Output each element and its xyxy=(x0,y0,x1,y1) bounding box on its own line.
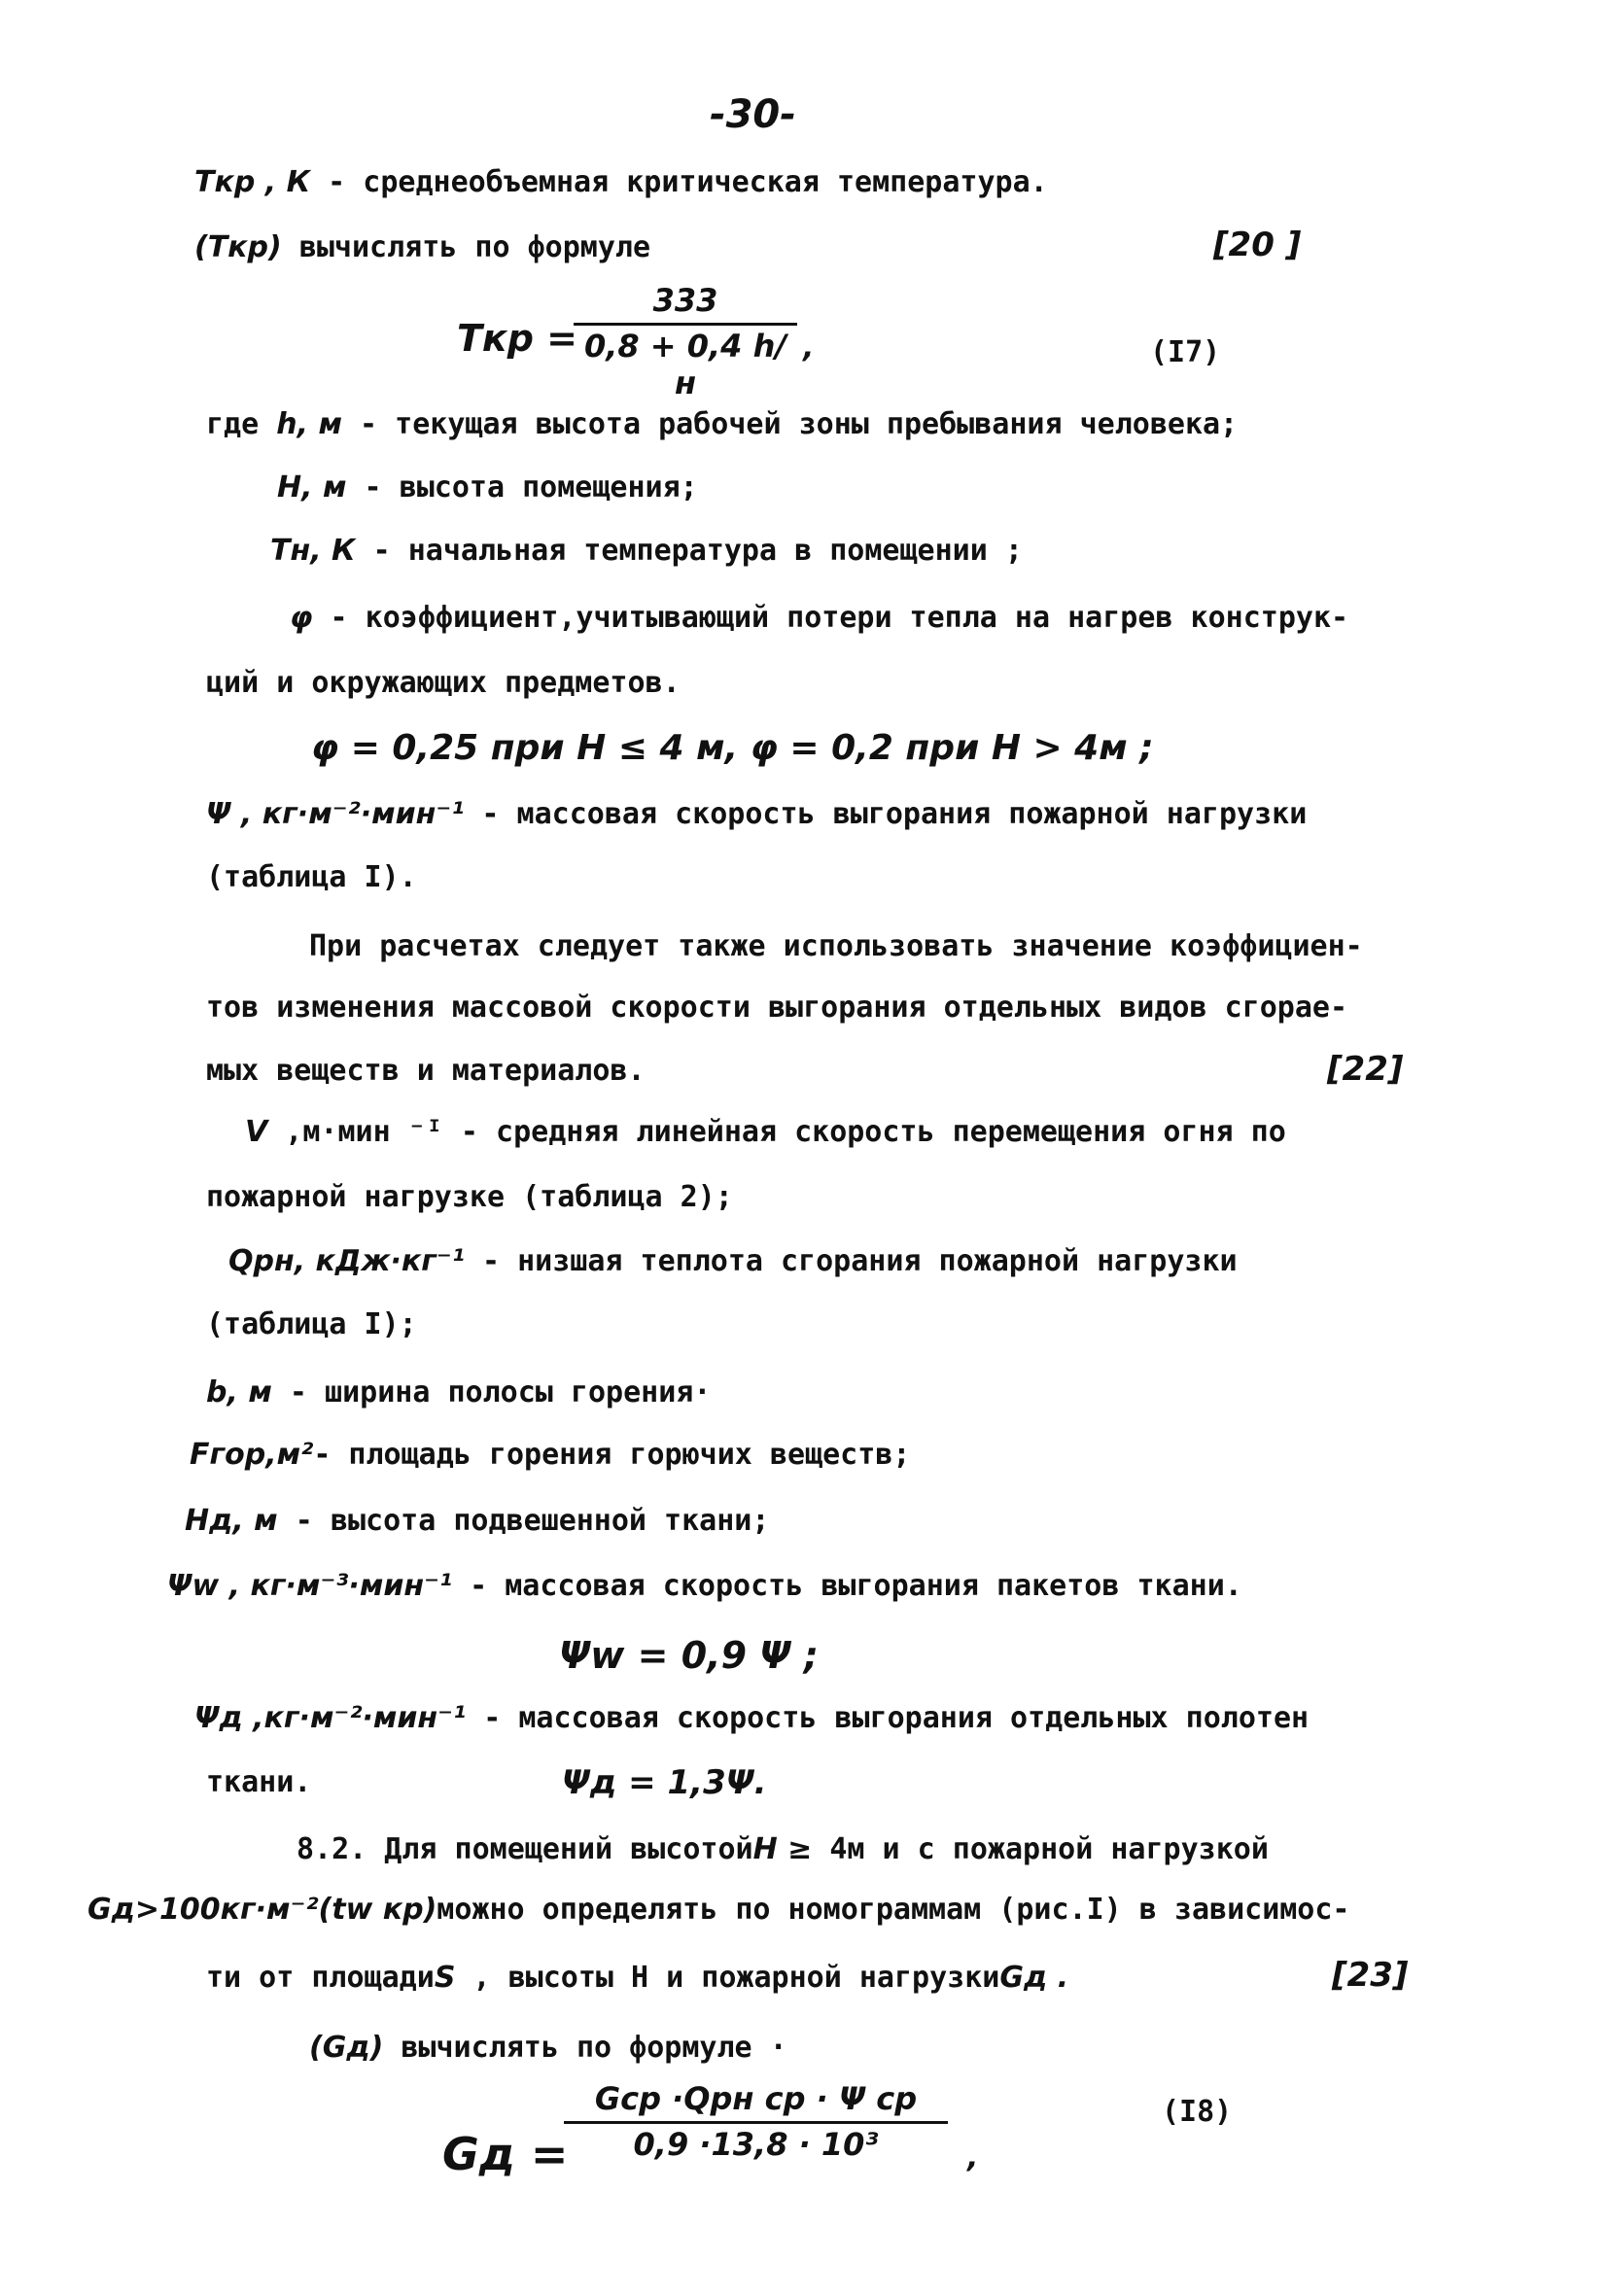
text: - высота подвешенной ткани; xyxy=(277,1504,770,1538)
text: пожарной нагрузке (таблица 2); xyxy=(206,1180,733,1214)
formula-18-tail: , xyxy=(967,2140,979,2174)
text: ти от площади xyxy=(206,1961,435,1995)
line-h xyxy=(206,405,1238,444)
symbol: h, м xyxy=(276,407,342,441)
text: (таблица I); xyxy=(206,1307,417,1341)
text: 8.2. Для помещений высотой xyxy=(297,1832,753,1866)
paragraph-line-2 xyxy=(206,989,1347,1027)
line-phi-cont xyxy=(206,664,681,703)
section-8-2-line-3 xyxy=(206,1959,1068,1998)
line-v xyxy=(245,1113,1286,1152)
formula-18-lhs: Gд = xyxy=(442,2128,569,2180)
line-psi-w xyxy=(167,1567,1242,1606)
equation-number-18: (I8) xyxy=(1162,2095,1233,2129)
text: мых веществ и материалов. xyxy=(206,1054,646,1088)
equation-number-17: (I7) xyxy=(1150,335,1221,369)
text: - массовая скорость выгорания отдельных полотен xyxy=(466,1701,1310,1735)
symbol: H ≥ xyxy=(752,1832,813,1866)
text: , высоты H и пожарной нагрузки xyxy=(455,1961,1000,1995)
symbol: (Gд) xyxy=(309,2031,384,2065)
paragraph-line-1 xyxy=(309,927,1363,966)
symbol: S xyxy=(434,1961,456,1995)
line-b xyxy=(206,1374,711,1412)
symbol: Hд, м xyxy=(185,1504,278,1538)
text: можно определять по номограммам (рис.I) в зависимос- xyxy=(437,1893,1350,1927)
line-q-cont xyxy=(206,1305,417,1344)
text: - массовая скорость выгорания пожарной нагрузки xyxy=(464,797,1308,831)
prefix: где xyxy=(206,407,277,441)
line-gd-intro xyxy=(309,2029,787,2068)
text: - текущая высота рабочей зоны пребывания человека; xyxy=(341,407,1239,441)
text: - низшая теплота сгорания пожарной нагрузки xyxy=(464,1244,1238,1278)
text: - среднеобъемная критическая температура. xyxy=(310,165,1048,199)
formula-17-denominator: 0,8 + 0,4 h/н xyxy=(583,328,787,401)
formula-17-fraction xyxy=(574,282,797,401)
text: (таблица I). xyxy=(206,860,417,894)
line-psi-w-value: Ψw = 0,9 Ψ ; xyxy=(559,1634,819,1677)
text: вычислять по формуле xyxy=(281,230,651,264)
formula-17-numerator: 333 xyxy=(574,282,797,326)
symbol: H, м xyxy=(277,470,347,504)
line-v-cont xyxy=(206,1178,733,1217)
symbol: Gд . xyxy=(999,1961,1069,1995)
line-psi xyxy=(206,795,1307,834)
symbol: (Ткр) xyxy=(194,230,282,264)
symbol: Gд>100кг·м⁻²(tw кр) xyxy=(87,1893,437,1927)
line-psi-d-cont xyxy=(206,1763,311,1802)
symbol: Ψ , кг·м⁻²·мин⁻¹ xyxy=(206,797,465,831)
symbol: φ xyxy=(290,601,313,635)
line-phi-values: φ = 0,25 при H ≤ 4 м, φ = 0,2 при H > 4м ; xyxy=(311,728,1154,768)
symbol: V xyxy=(245,1115,268,1149)
formula-18-fraction xyxy=(564,2080,948,2163)
paragraph-line-3 xyxy=(206,1052,646,1091)
line-hd xyxy=(185,1502,769,1541)
line-H xyxy=(277,469,698,507)
text: - площадь горения горючих веществ; xyxy=(313,1438,911,1472)
line-psi-d-value: Ψд = 1,3Ψ. xyxy=(562,1763,767,1802)
text: тов изменения массовой скорости выгорания отдельных видов сгорае- xyxy=(206,991,1347,1025)
page-number: -30- xyxy=(710,92,796,137)
line-q xyxy=(228,1242,1238,1281)
text: 4м и с пожарной нагрузкой xyxy=(812,1832,1269,1866)
line-Tn xyxy=(270,532,1023,571)
symbol: Ψw , кг·м⁻³·мин⁻¹ xyxy=(167,1569,453,1603)
symbol: Tн, К xyxy=(270,534,356,568)
text: - ширина полосы горения· xyxy=(271,1375,712,1409)
section-8-2-line-2 xyxy=(87,1891,1350,1930)
reference-22: [22] xyxy=(1327,1050,1404,1089)
symbol: Fгор,м² xyxy=(190,1438,314,1472)
text: При расчетах следует также использовать значение коэффициен- xyxy=(309,929,1363,963)
text: ,м·мин ⁻ᴵ - средняя линейная скорость перемещения огня по xyxy=(267,1115,1286,1149)
formula-18-denominator: 0,9 ·13,8 · 10³ xyxy=(633,2126,879,2163)
formula-17-lhs: Tкр = xyxy=(457,317,577,360)
symbol: Tкр , К xyxy=(194,165,311,199)
text: ткани. xyxy=(206,1765,312,1799)
line-phi xyxy=(290,599,1348,638)
line-tkr xyxy=(194,163,1048,202)
formula-18-numerator: Gср ·Qрн ср · Ψ ср xyxy=(564,2080,948,2124)
line-tkr-formula-intro xyxy=(194,228,650,267)
reference-23: [23] xyxy=(1332,1956,1409,1995)
text: - массовая скорость выгорания пакетов ткани. xyxy=(452,1569,1242,1603)
symbol: Qрн, кДж·кг⁻¹ xyxy=(228,1244,465,1278)
reference-20: [20 ] xyxy=(1213,226,1302,264)
line-psi-d xyxy=(194,1699,1309,1738)
section-8-2-line-1 xyxy=(297,1830,1269,1869)
text: - высота помещения; xyxy=(346,470,698,504)
text: ций и окружающих предметов. xyxy=(206,666,681,700)
symbol: b, м xyxy=(206,1375,272,1409)
symbol: Ψд ,кг·м⁻²·мин⁻¹ xyxy=(194,1701,467,1735)
formula-17-tail: , xyxy=(803,330,815,365)
line-fgor xyxy=(190,1436,910,1475)
text: - начальная температура в помещении ; xyxy=(355,534,1023,568)
line-psi-cont xyxy=(206,858,417,897)
text: - коэффициент,учитывающий потери тепла на нагрев конструк- xyxy=(312,601,1349,635)
text: вычислять по формуле · xyxy=(383,2031,787,2065)
